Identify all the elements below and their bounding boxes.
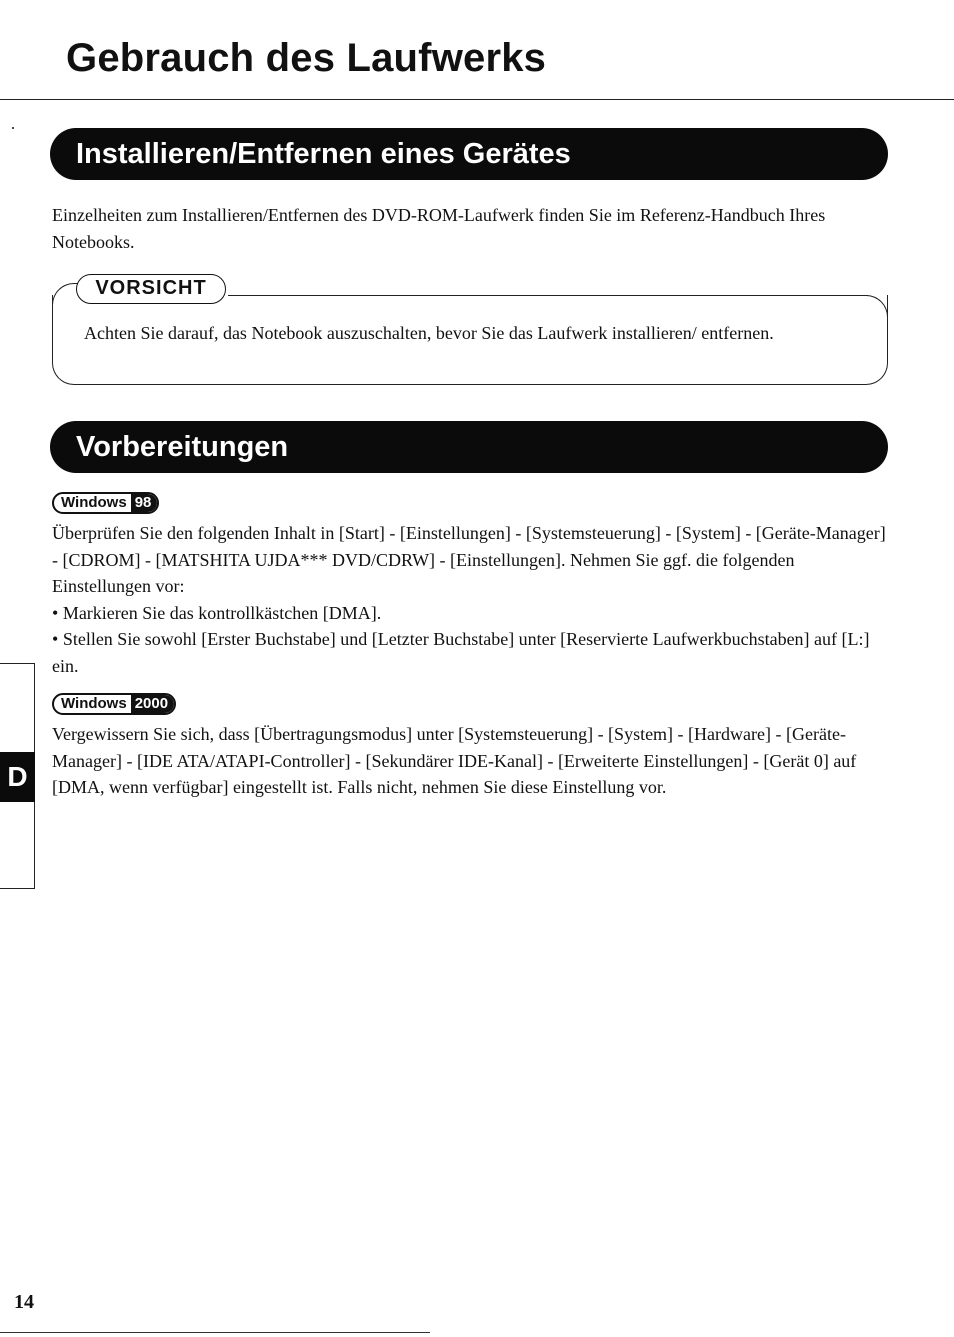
badge-os-label: Windows xyxy=(61,494,127,511)
list-item-text: Stellen Sie sowohl [Erster Buchstabe] und [Letzter Buchstabe] unter [Reservierte Laufwerkbuchstaben] auf [L:] ein. xyxy=(52,629,870,676)
caution-box-top-line xyxy=(228,295,868,296)
footer-rule xyxy=(0,1332,430,1333)
title-divider xyxy=(0,99,954,100)
win98-block xyxy=(52,520,892,679)
margin-mark xyxy=(12,127,14,129)
list-item: • Markieren Sie das kontrollkästchen [DMA]. xyxy=(52,602,382,623)
install-paragraph: Einzelheiten zum Installieren/Entfernen des DVD-ROM-Laufwerk finden Sie im Referenz-Handbuch Ihres Notebooks. xyxy=(52,205,826,252)
badge-windows98 xyxy=(52,492,159,514)
page-title: Gebrauch des Laufwerks xyxy=(66,36,547,80)
language-tab: D xyxy=(0,752,35,802)
badge-version-label: 98 xyxy=(131,494,158,512)
list-item-text: Markieren Sie das kontrollkästchen [DMA]. xyxy=(62,602,382,623)
badge-os-label: Windows xyxy=(61,695,127,712)
page-number: 14 xyxy=(14,1291,34,1313)
list-item: • Stellen Sie sowohl [Erster Buchstabe] und [Letzter Buchstabe] unter [Reservierte Laufwerkbuchstaben] auf [L:] ein. xyxy=(52,629,870,676)
caution-text: Achten Sie darauf, das Notebook auszuschalten, bevor Sie das Laufwerk installieren/ entfernen. xyxy=(84,323,774,343)
section-heading-preparations: Vorbereitungen xyxy=(50,421,888,473)
caution-label: VORSICHT xyxy=(76,274,226,304)
win98-paragraph: Überprüfen Sie den folgenden Inhalt in [Start] - [Einstellungen] - [Systemsteuerung] - [System] - [Geräte-Manager] - [CDROM] - [MATSHITA UJDA*** DVD/CDRW] - [Einstellungen]. Nehmen Sie ggf. die folgenden Einstellungen vor: xyxy=(52,523,886,596)
section-heading-install: Installieren/Entfernen eines Gerätes xyxy=(50,128,888,180)
win2000-paragraph: Vergewissern Sie sich, dass [Übertragungsmodus] unter [Systemsteuerung] - [System] - [Hardware] - [Geräte-Manager] - [IDE ATA/ATAPI-Controller] - [Sekundärer IDE-Kanal] - [Erweiterte Einstellungen] - [Gerät 0] auf [DMA, wenn verfügbar] eingestellt ist. Falls nicht, nehmen Sie diese Einstellung vor. xyxy=(52,724,857,797)
badge-windows2000 xyxy=(52,693,176,715)
badge-version-label: 2000 xyxy=(131,695,174,713)
